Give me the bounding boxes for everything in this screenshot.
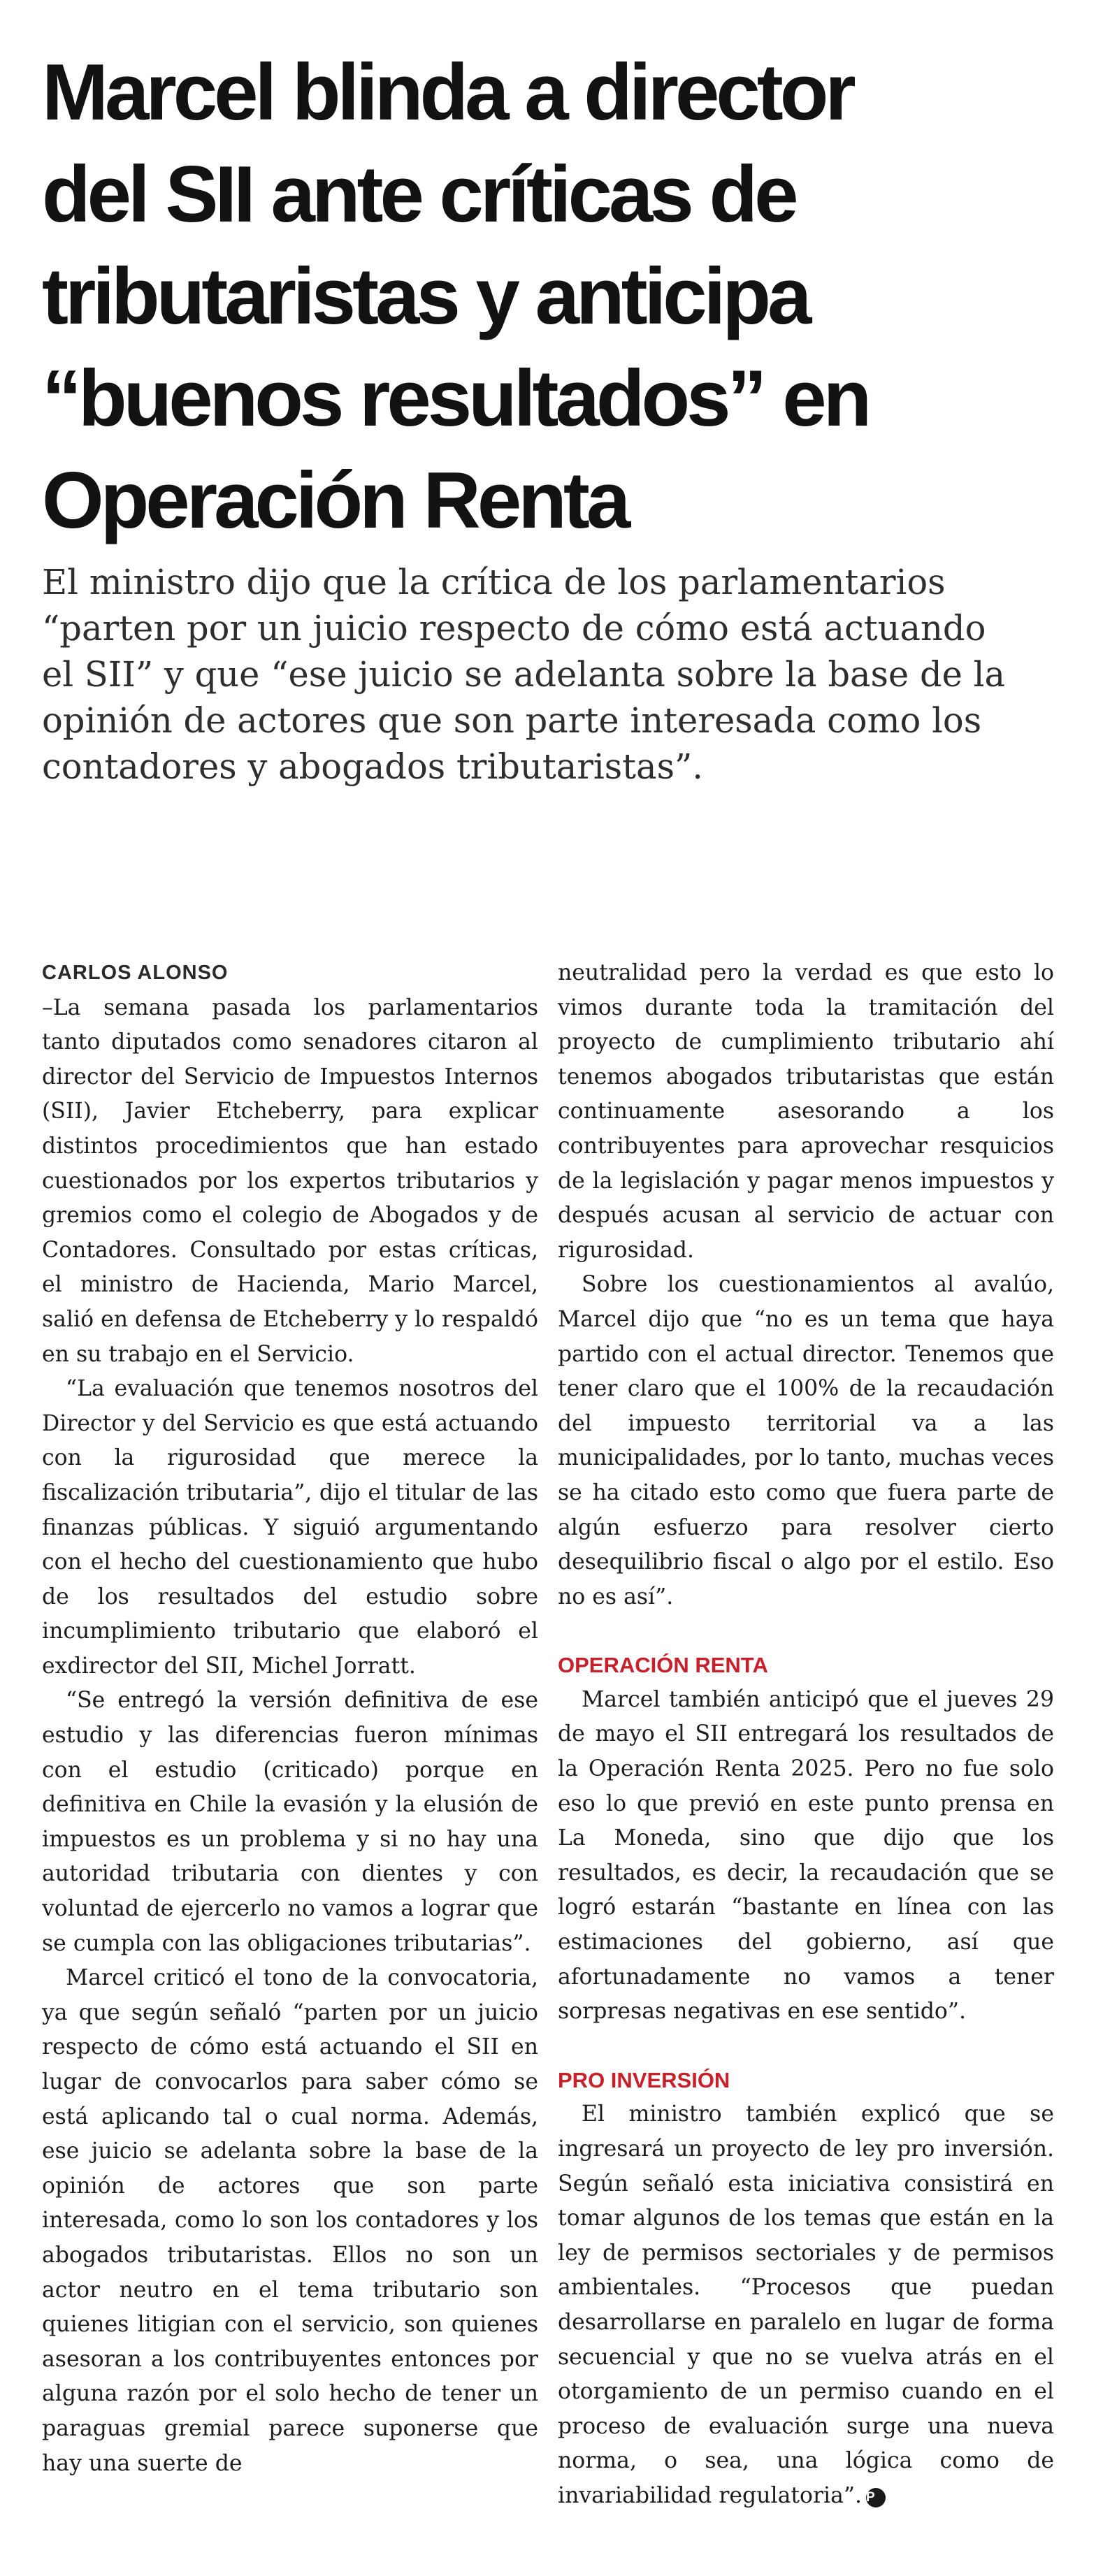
lead-line: el SII” y que “ese juicio se adelanta sobre la base de la: [42, 654, 1006, 695]
lead-line: contadores y abogados tributaristas”.: [42, 746, 704, 787]
headline: [42, 42, 1062, 552]
headline-line: Operación Renta: [42, 456, 628, 545]
body-paragraph: Marcel criticó el tono de la convocatoria, ya que según señaló “parten por un juicio respecto de cómo está actuando el SII en lugar de convocarlos para saber cómo se está aplicando tal o cual norma. Además, ese juicio se adelanta sobre la base de la opinión de actores que son parte interesada, como lo son los contadores y los abogados tributaristas. Ellos no son un actor neutro en el tema tributario son quienes litigian con el servicio, son quienes asesoran a los contribuyentes entonces por alguna razón por el solo hecho de tener un paraguas gremial parece suponerse que hay una suerte de: [42, 1965, 538, 2476]
end-of-article-icon: P: [866, 2488, 886, 2508]
article-column-right: [558, 956, 1054, 2514]
lead-line: El ministro dijo que la crítica de los parlamentarios: [42, 562, 946, 602]
final-paragraph-text: El ministro también explicó que se ingresará un proyecto de ley pro inversión. Según señaló esta iniciativa consistirá en tomar algunos de los temas que están en la ley de permisos sectoriales y de permisos ambientales. “Procesos que puedan desarrollarse en paralelo en lugar de forma secuencial y que no se vuelva atrás en el otorgamiento de un permiso cuando en el proceso de evaluación surge una nueva norma, o sea, una lógica como de invariabilidad regulatoria”.: [558, 2101, 1054, 2508]
body-paragraph: Sobre los cuestionamientos al avalúo, Marcel dijo que “no es un tema que haya partido con el actual director. Tenemos que tener claro que el 100% de la recaudación del impuesto territorial va a las municipalidades, por lo tanto, muchas veces se ha citado esto como que fuera parte de algún esfuerzo para resolver cierto desequilibrio fiscal o algo por el estilo. Eso no es así”.: [558, 1272, 1054, 1609]
section-heading-pro-inversion: PRO INVERSIÓN: [558, 2067, 730, 2092]
lead-line: “parten por un juicio respecto de cómo está actuando: [42, 608, 986, 649]
headline-line: del SII ante críticas de: [42, 150, 795, 239]
body-paragraph: Marcel también anticipó que el jueves 29 de mayo el SII entregará los resultados de la Operación Renta 2025. Pero no fue solo eso lo que previó en este punto prensa en La Moneda, sino que dijo que los resultados, es decir, la recaudación que se logró estarán “bastante en línea con las estimaciones del gobierno, así que afortunadamente no vamos a tener sorpresas negativas en ese sentido”.: [558, 1686, 1054, 2025]
body-paragraph-final: [558, 2097, 1054, 2513]
lead-paragraph: [42, 559, 1062, 790]
body-paragraph: “La evaluación que tenemos nosotros del Director y del Servicio es que está actuando con la rigurosidad que merece la fiscalización tributaria”, dijo el titular de las finanzas públicas. Y siguió argumentando con el hecho del cuestionamiento que hubo de los resultados del estudio sobre incumplimiento tributario que elaboró el exdirector del SII, Michel Jorratt.: [42, 1376, 538, 1679]
body-paragraph: “Se entregó la versión definitiva de ese estudio y las diferencias fueron mínimas con el estudio (criticado) porque en definitiva en Chile la evasión y la elusión de impuestos es un problema y si no hay una autoridad tributaria con dientes y con voluntad de ejercerlo no vamos a lograr que se cumpla con las obligaciones tributarias”.: [42, 1688, 538, 1956]
lead-line: opinión de actores que son parte interesada como los: [42, 700, 982, 741]
headline-line: tributaristas y anticipa: [42, 252, 809, 341]
article-column-left: [42, 956, 538, 2481]
headline-line: Marcel blinda a director: [42, 48, 853, 137]
headline-line: “buenos resultados” en: [42, 354, 869, 443]
byline: CARLOS ALONSO: [42, 962, 229, 984]
body-paragraph: –La semana pasada los parlamentarios tanto diputados como senadores citaron al director del Servicio de Impuestos Internos (SII), Javier Etcheberry, para explicar distintos procedimientos que han estado cuestionados por los expertos tributarios y gremios como el colegio de Abogados y de Contadores. Consultado por estas críticas, el ministro de Hacienda, Mario Marcel, salió en defensa de Etcheberry y lo respaldó en su trabajo en el Servicio.: [42, 994, 539, 1367]
body-paragraph-continuation: neutralidad pero la verdad es que esto lo vimos durante toda la tramitación del proyecto de cumplimiento tributario ahí tenemos abogados tributaristas que están continuamente asesorando a los contribuyentes para aprovechar resquicios de la legislación y pagar menos impuestos y después acusan al servicio de actuar con rigurosidad.: [558, 960, 1054, 1263]
section-heading-operacion-renta: OPERACIÓN RENTA: [558, 1653, 768, 1678]
